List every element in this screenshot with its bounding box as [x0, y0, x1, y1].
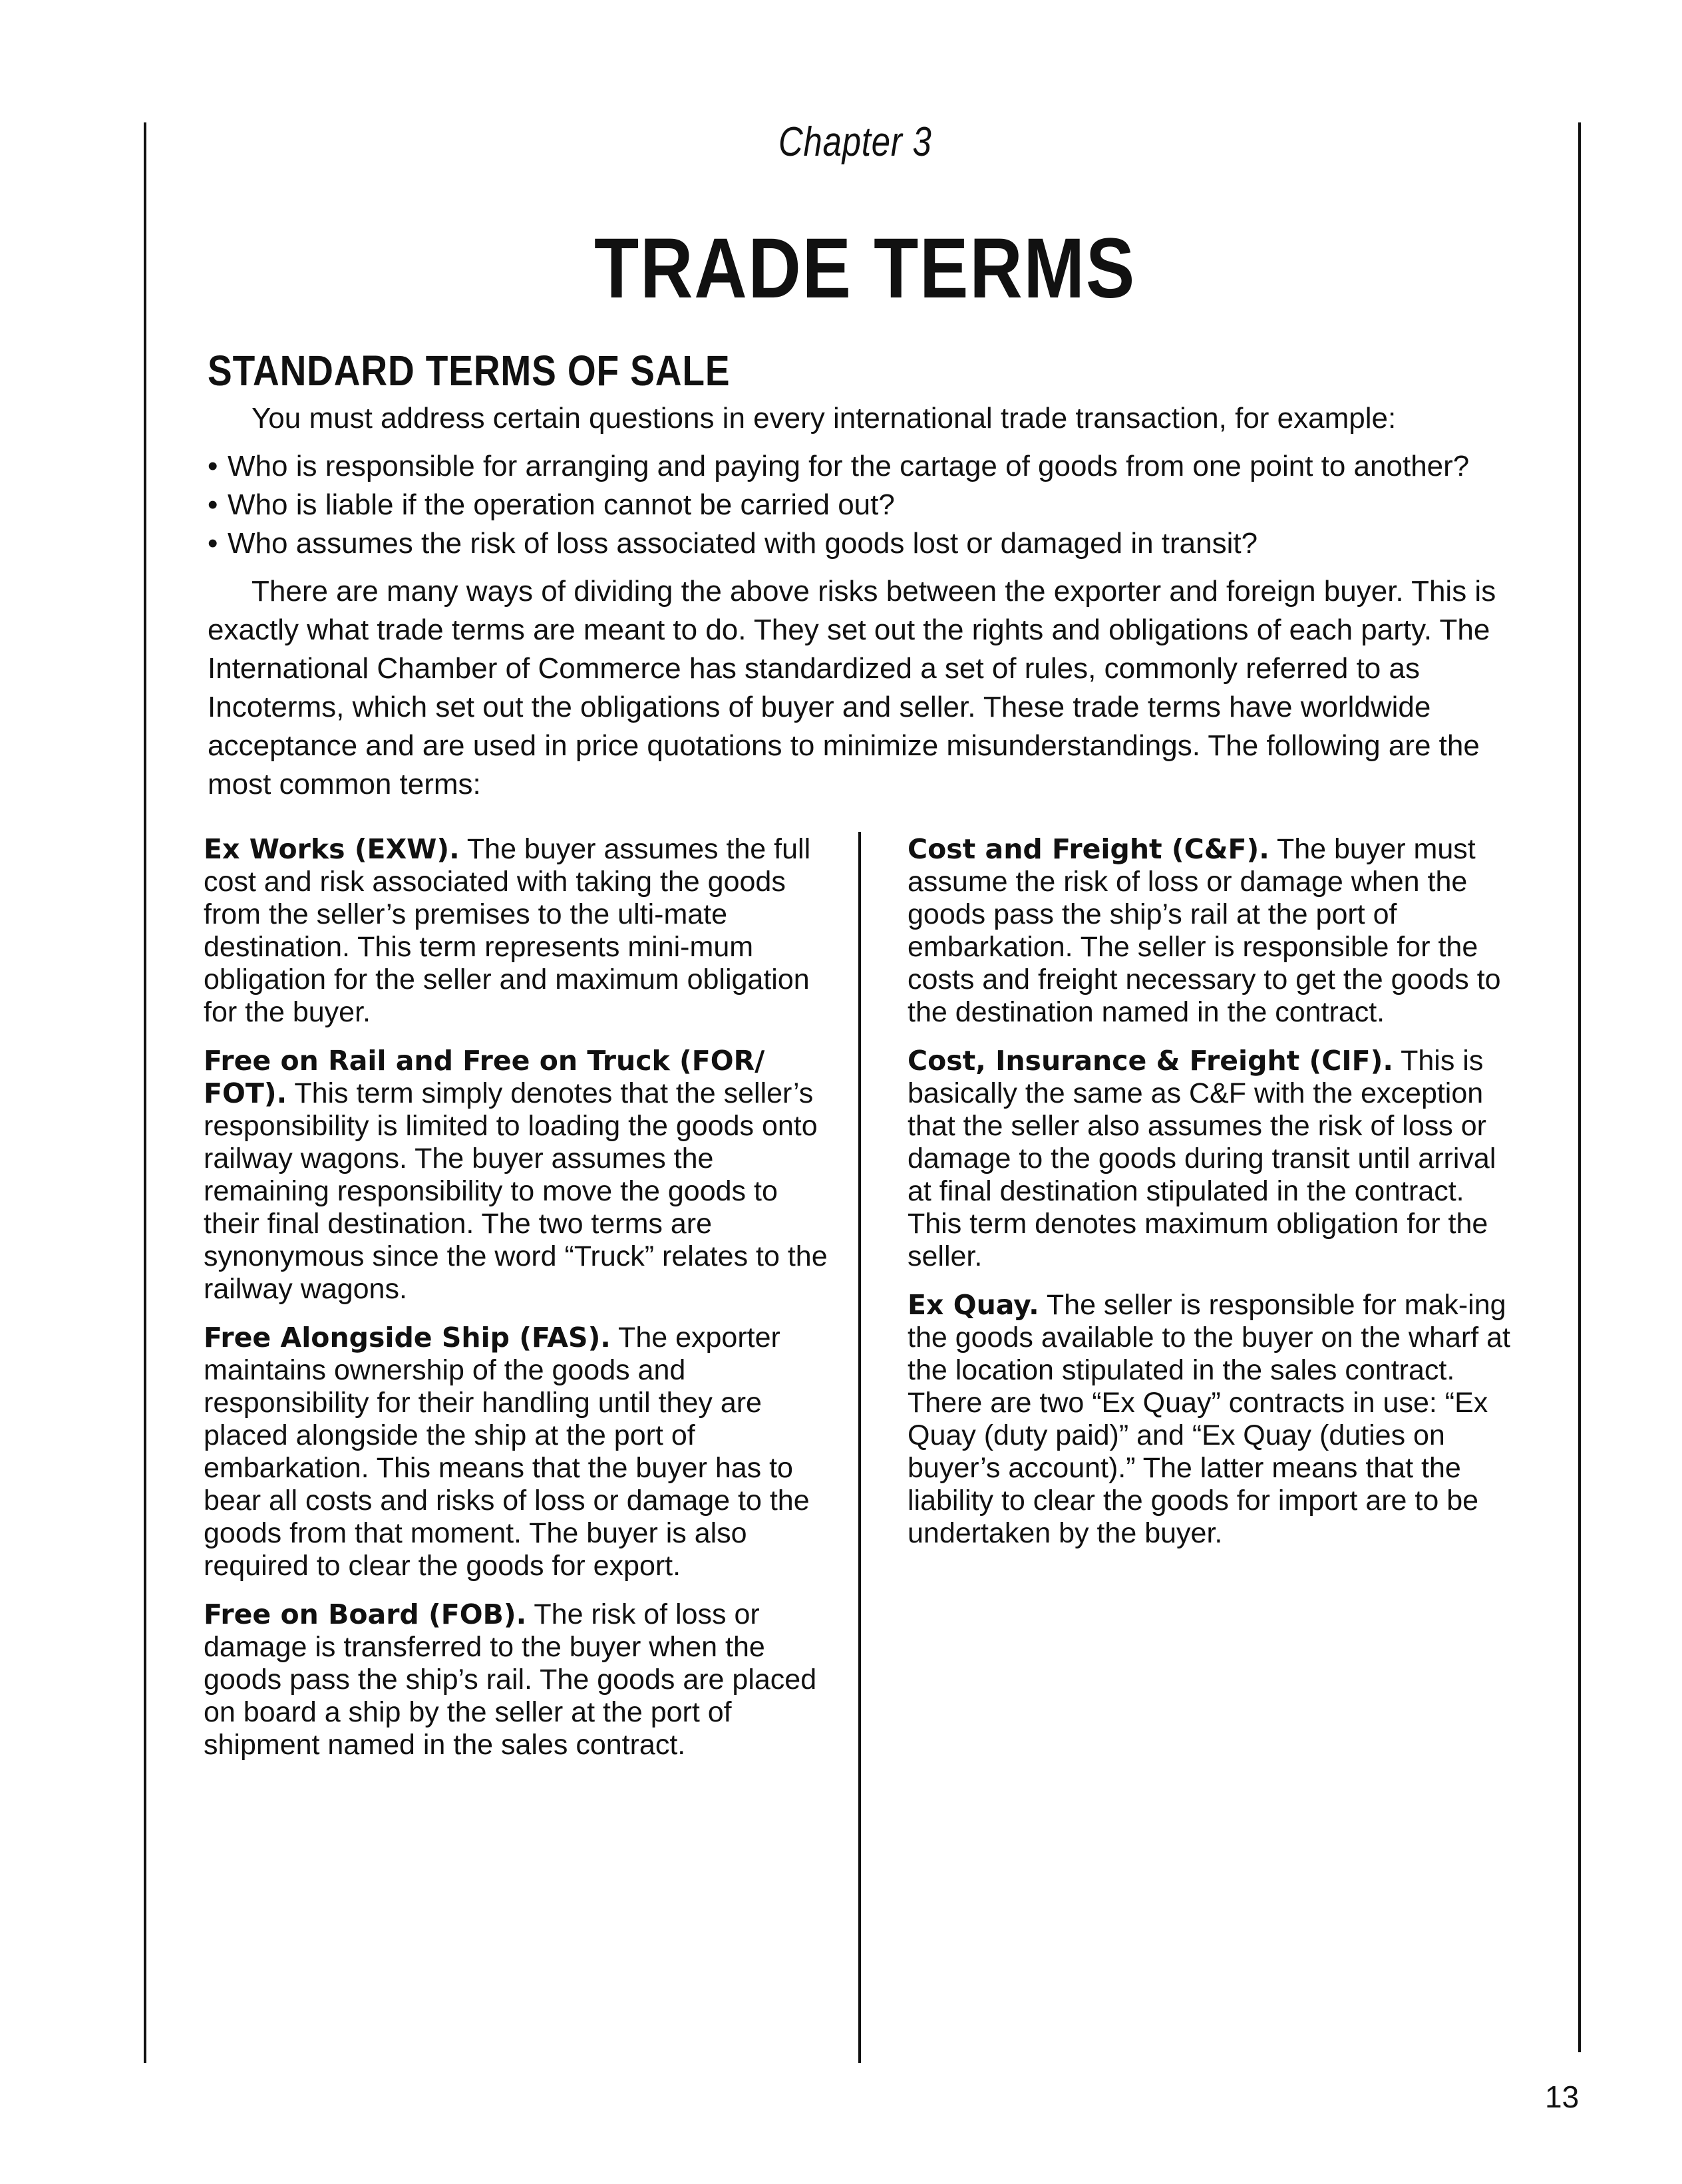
term-text: The risk of loss or damage is transferred to the buyer when the goods pass the ship’s rail. The goods are placed on board a ship by the seller at the port of shipment named in the sales contract. — [204, 1598, 817, 1761]
term-name: Cost and Freight (C&F). — [908, 833, 1269, 865]
term-text: The buyer must assume the risk of loss or damage when the goods pass the ship’s rail at the port of embarkation. The seller is responsible for the costs and freight necessary to get the goods to the destination named in the contract. — [908, 833, 1501, 1028]
page-title: TRADE TERMS — [594, 221, 1136, 316]
term-text: This is basically the same as C&F with the exception that the seller also assumes the risk of loss or damage to the goods during transit until arrival at final destination stipulated in the contract. This term denotes maximum obligation for the seller. — [908, 1045, 1496, 1272]
question-item: • Who is responsible for arranging and paying for the cartage of goods from one point to another? — [208, 447, 1512, 486]
left-margin-rule — [144, 122, 146, 2063]
right-column — [908, 833, 1520, 1566]
section-heading: STANDARD TERMS OF SALE — [208, 347, 731, 395]
term-text: The seller is responsible for mak-ing the goods available to the buyer on the wharf at the location stipulated in the sales contract. There are two “Ex Quay” contracts in use: “Ex Quay (duty paid)” and “Ex Quay (duties on buyer’s account).” The latter means that the liability to clear the goods for import are to be undertaken by the buyer. — [908, 1289, 1511, 1549]
term-text: The buyer assumes the full cost and risk associated with taking the goods from the seller’s premises to the ulti-mate destination. This term represents mini-mum obligation for the seller and maximum obligation for the buyer. — [204, 833, 811, 1028]
term-fob — [204, 1598, 829, 1761]
question-list — [208, 447, 1512, 563]
term-text: This term simply denotes that the seller’s responsibility is limited to loading the goods onto railway wagons. The buyer assumes the remaining responsibility to move the goods to their final destination. The two terms are synonymous since the word “Truck” relates to the railway wagons. — [204, 1077, 828, 1305]
term-name: Free Alongside Ship (FAS). — [204, 1322, 611, 1354]
page-number: 13 — [1545, 2080, 1580, 2114]
intro-body: There are many ways of dividing the above risks between the exporter and foreign buyer. This is exactly what trade terms are meant to do. They set out the rights and obligations of each party. The International Chamber of Commerce has standardized a set of rules, commonly referred to as Incoterms, which set out the obligations of buyer and seller. These trade terms have worldwide acceptance and are used in price quotations to minimize misunderstandings. The following are the most common terms: — [208, 575, 1496, 801]
term-text: The exporter maintains ownership of the goods and responsibility for their handling until they are placed alongside the ship at the port of embarkation. This means that the buyer has to bear all costs and risks of loss or damage to the goods from that moment. The buyer is also required to clear the goods for export. — [204, 1322, 810, 1582]
term-ex-quay — [908, 1289, 1520, 1550]
term-for-fot — [204, 1045, 829, 1306]
term-name: Free on Board (FOB). — [204, 1598, 527, 1630]
right-margin-rule — [1578, 122, 1581, 2052]
term-cf — [908, 833, 1520, 1029]
intro-lead: You must address certain questions in every international trade transaction, for example: — [252, 402, 1397, 435]
left-column — [204, 833, 829, 1777]
column-divider-rule — [858, 832, 861, 2063]
term-exw — [204, 833, 829, 1029]
intro-section — [208, 399, 1512, 804]
question-item: • Who is liable if the operation cannot be carried out? — [208, 486, 1512, 524]
question-item: • Who assumes the risk of loss associated with goods lost or damaged in transit? — [208, 524, 1512, 563]
term-name: Free on Rail and Free on Truck (FOR/ FOT). — [204, 1045, 765, 1109]
term-name: Ex Quay. — [908, 1289, 1039, 1321]
term-name: Ex Works (EXW). — [204, 833, 460, 865]
chapter-label: Chapter 3 — [778, 119, 932, 165]
term-name: Cost, Insurance & Freight (CIF). — [908, 1045, 1393, 1077]
term-cif — [908, 1045, 1520, 1273]
term-fas — [204, 1322, 829, 1582]
